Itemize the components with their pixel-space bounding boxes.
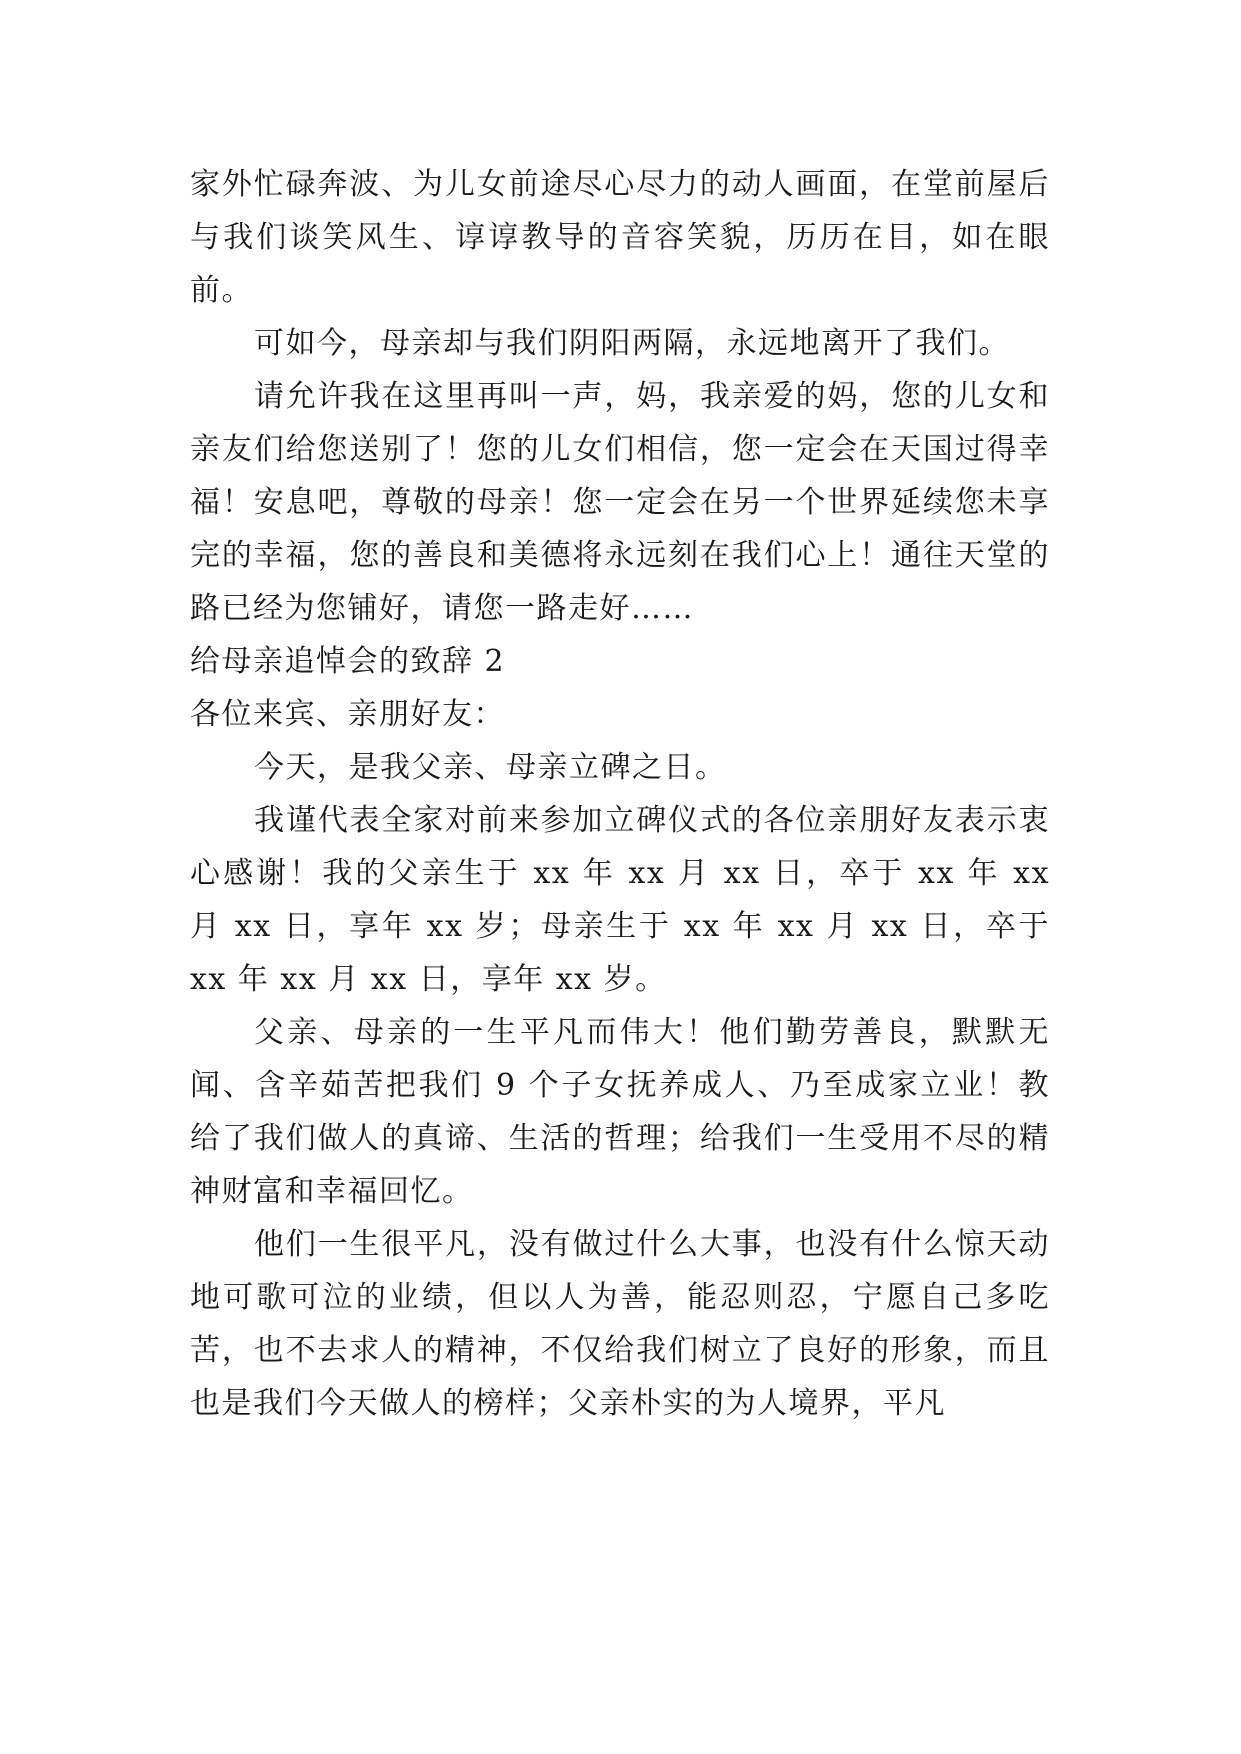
section-title: 给母亲追悼会的致辞 2 [190, 644, 506, 679]
paragraph: 他们一生很平凡，没有做过什么大事，也没有什么惊天动地可歌可泣的业绩，但以人为善，能忍则忍，宁愿自己多吃苦，也不去求人的精神，不仅给我们树立了良好的形象，而且也是我们今天做人的榜样；父亲朴实的为人境界，平凡 [190, 1227, 1050, 1421]
paragraph: 可如今，母亲却与我们阴阳两隔，永远地离开了我们。 [254, 326, 1010, 361]
paragraph: 今天，是我父亲、母亲立碑之日。 [254, 750, 727, 785]
document-body [190, 158, 1050, 1430]
salutation: 各位来宾、亲朋好友： [190, 697, 505, 732]
paragraph: 我谨代表全家对前来参加立碑仪式的各位亲朋好友表示衷心感谢！我的父亲生于 xx 年 xx 月 xx 日，卒于 xx 年 xx 月 xx 日，享年 xx 岁；母亲生于 xx 年 xx 月 xx 日，卒于 xx 年 xx 月 xx 日，享年 xx 岁。 [190, 803, 1050, 997]
paragraph: 父亲、母亲的一生平凡而伟大！他们勤劳善良，默默无闻、含辛茹苦把我们 9 个子女抚养成人、乃至成家立业！教给了我们做人的真谛、生活的哲理；给我们一生受用不尽的精神财富和幸福回忆。 [190, 1015, 1050, 1209]
paragraph: 家外忙碌奔波、为儿女前途尽心尽力的动人画面，在堂前屋后与我们谈笑风生、谆谆教导的音容笑貌，历历在目，如在眼前。 [190, 167, 1050, 308]
paragraph: 请允许我在这里再叫一声，妈，我亲爱的妈，您的儿女和亲友们给您送别了！您的儿女们相信，您一定会在天国过得幸福！安息吧，尊敬的母亲！您一定会在另一个世界延续您未享完的幸福，您的善良和美德将永远刻在我们心上！通往天堂的路已经为您铺好，请您一路走好…… [190, 379, 1050, 626]
